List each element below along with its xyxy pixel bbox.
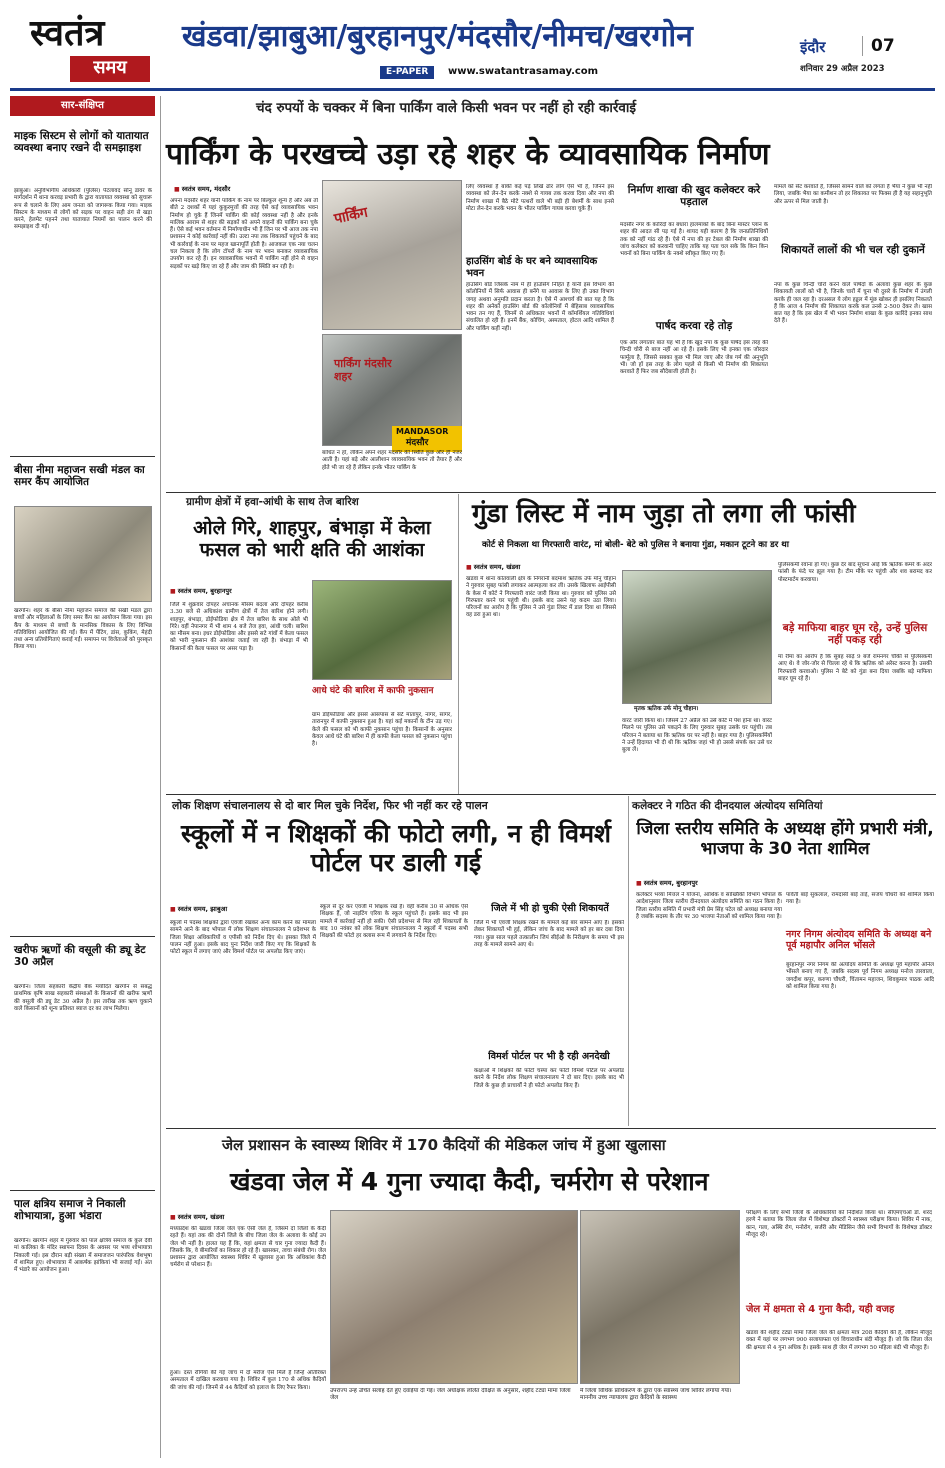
sidebar-divider-3 <box>10 1190 155 1191</box>
sidebar <box>10 96 155 1458</box>
collector-headline: जिला स्तरीय समिति के अध्यक्ष होंगे प्रभारी मंत्री, भाजपा के 30 नेता शामिल <box>636 819 934 859</box>
jail-photo-camp <box>330 1210 578 1384</box>
school-byline: ■ स्वतंत्र समय, झाबुआ <box>170 904 227 913</box>
parking-photo-1-label: पार्किंग <box>332 204 370 228</box>
parking-col5b: नपा के कुछ चिन्दी चोरों करने वाले पार्षदों के अलावा कुछ शहर के कुछ शिकायती लालों को भी है, जिनके चारों में चूना भी दुसरे के निर्माण में उंगली करके ही जल रहा है। दरअसल ये लोग हड्डल में मूंछ खोकर ही इसलिए निकलते हैं कि आज 4 निर्माण की शिकायत करके कल उनसे 2-500 देकर ले। खास बात यह है कि इस खेल में भी भवन निर्माण शाखा के कुछ कारिंदे इनका साथ देते हैं। <box>774 282 932 325</box>
ole-col1: जिले में शुक्रवार दोपहर अचानक मौसम बदला और दोपहर करीब 3.30 बजे से अधिकांश ग्रामीण क्षेत्रों में तेज बारिश होने लगी। शाहपुर, बंभाड़ा, डोईफोडिया क्षेत्र में तेज बारिश के साथ ओले भी गिरे। वहीं नेपानगर में भी शाम 4 बजे तेज हवा, आंधी चली। बारिश का मौसम बना। इधर डोईफोडिया और इससे सटे गांवों में केला फसल को भारी नुकसान की आशंका जताई जा रही है। बंभाड़ा में भी किसानों की केला फसल पर असर पड़ा है। <box>170 602 308 652</box>
collector-col2: पार्वती बाई सुकलाल, रामदासी बाई ताई, संजय चौधरी को शामिल किया गया है। <box>786 892 934 906</box>
jail-caption-1: उपराज्य उन्हें उचित सलाह देते हुए दवाईयां दी गई। जेल अधीक्षक ललित दीक्षित के अनुसार, शहीद टंट्या मामा जिला जेल <box>330 1388 571 1402</box>
school-col1: स्कूलों में पदस्थ शिक्षकों द्वारा एवजी रखकर अन्य काम करने का मामला सामने आने के बाद भोपाल में लोक शिक्षण संचालनालय ने प्रदेशभर के जिला शिक्षा अधिकारियों व एपीसी को निर्देश दिए थे। इसका जिले में पालन नहीं हुआ। इसके बाद पुनः निर्देश जारी किए गए कि शिक्षकों के फोटो स्कूल में लगाए जाएं और विमर्श पोर्टल पर अपलोड किए जाएं। <box>170 920 316 956</box>
school-headline: स्कूलों में न शिक्षकों की फोटो लगी, न ही विमर्श पोर्टल पर डाली गई <box>180 819 612 877</box>
epaper-label: E-PAPER <box>380 66 434 79</box>
sidebar-headline-1: माइक सिस्टम से लोगों को यातायात व्यवस्था बनाए रखने दी समझाइश <box>14 130 149 155</box>
jail-photo-doctor <box>580 1210 740 1384</box>
jail-headline: खंडवा जेल में 4 गुना ज्यादा कैदी, चर्मरोग से परेशान <box>230 1167 709 1196</box>
sidebar-photo-camp <box>14 506 152 602</box>
jail-sub-capacity: जेल में क्षमता से 4 गुना कैदी, यही वजह <box>746 1304 895 1315</box>
masthead <box>0 0 945 94</box>
page-number: 07 <box>862 36 895 56</box>
jail-col1: मध्यप्रदेश की खंडवा जिला जेल एक ऐसी जेल है, जिसमें दो जिलों के कैदी रहते हैं। यहां तक की दोनों जिले के बीच जिला जेल के अलावा के कोई उप जेल भी नहीं है। हालत यह हैं कि, यहां क्षमता से चार गुना ज्यादा कैदी हैं। जिसके कि, वे बीमारियों का शिकार हो रहे हैं। खासकर, त्वचा संबंधी रोग। जेल प्रशासन द्वारा आयोजित स्वास्थ्य शिविर में खुलासा हुआ कि अधिकांश कैदी चर्मरोग से परेशान हैं। <box>170 1226 326 1269</box>
date: शनिवार 29 अप्रैल 2023 <box>800 64 885 74</box>
gunda-col3: पुलिसकर्मी रवाना हो गए। कुछ देर बाद सूचना आई कि ऋतिक कमरे के अंदर फांसी के फंदे पर झूल गया है। टीम मौके पर पहुंची और शव बरामद कर पोस्टमार्टम करवाया। <box>778 562 932 583</box>
jail-col3b: खंडवा की शहीद टंट्या मामा जिला जेल की क्षमता मात्र 208 कैदियों की है, लेकिन मौजूद वक्त में यहां पर लगभग 900 सजायाफ्ता एवं विचाराधीन बंदी मौजूद हैं। जो कि जिला जेल की क्षमता से 4 गुना अधिक है। इसके साथ ही जेल में लगभग 50 महिला बंदी भी मौजूद हैं। <box>746 1330 932 1351</box>
parking-byline: ■ स्वतंत्र समय, मंदसौर <box>174 184 230 193</box>
gunda-caption: मृतक ऋतिक उर्फ मोनू चौहान। <box>634 706 699 712</box>
ole-story <box>166 494 456 794</box>
jail-kicker: जेल प्रशासन के स्वास्थ्य शिविर में 170 कैदियों की मेडिकल जांच में हुआ खुलासा <box>222 1136 666 1154</box>
rule-parking <box>166 492 936 493</box>
sidebar-headline-3: खरीफ ऋणों की वसूली की ड्यू डेट 30 अप्रैल <box>14 944 146 969</box>
ole-headline: ओले गिरे, शाहपुर, बंभाड़ा में केला फसल को भारी क्षति की आशंका <box>193 517 431 561</box>
parking-sub-collector: निर्माण शाखा की खुद कलेक्टर करे पड़ताल <box>627 184 761 209</box>
sidebar-headline-4: पाल क्षत्रिय समाज ने निकाली शोभायात्रा, हुआ भंडारा <box>14 1198 126 1223</box>
collector-story <box>632 796 936 1126</box>
parking-photo-1 <box>322 180 462 330</box>
jail-byline: ■ स्वतंत्र समय, खंडवा <box>170 1212 224 1221</box>
parking-sub-complaints: शिकायतें लालों की भी चल रही दुकानें <box>781 244 925 256</box>
rule-ole <box>458 494 459 794</box>
logo-top: स्वतंत्र <box>30 13 105 54</box>
gunda-headline: गुंडा लिस्ट में नाम जुड़ा तो लगा ली फांसी <box>472 499 856 529</box>
school-story <box>166 796 626 1126</box>
parking-kicker: चंद रुपयों के चक्कर में बिना पार्किंग वाले किसी भवन पर नहीं हो रही कार्रवाई <box>256 100 637 116</box>
parking-headline: पार्किंग के परखच्चे उड़ा रहे शहर के व्यावसायिक निर्माण <box>166 137 770 172</box>
sidebar-divider-2 <box>10 936 155 937</box>
jail-col2: हुआ। दस्त रोगियों की गई जांच में दो मरीज ऐसे मिले हैं जिन्हें अतिरिक्त अस्पताल में दाखिल करवाया गया है। शिविर में कुल 170 से अधिक कैदियों की जांच की गई। जिनमें से 44 कैदियों को इलाज के लिए रैफर किया। <box>170 1370 326 1391</box>
city: इंदौर <box>800 38 826 56</box>
gunda-subheadline: कोर्ट से निकला था गिरफ्तारी वारंट, मां बोली- बेटे को पुलिस ने बनाया गुंडा, मकान टूटने का डर था <box>482 540 789 550</box>
gunda-byline: ■ स्वतंत्र समय, खंडवा <box>466 562 520 571</box>
school-col3: जिले में भी एवजी शिक्षक रखने के मामले कई बार सामने आए हैं। इसको लेकर शिकायतें भी हुई, लेकिन जांच के बाद मामले को हर बार दबा दिया गया। कुछ साल पहले तत्कालीन जिपं सीईओ के निरीक्षण के समय भी इस तरह के मामले सामने आए थे। <box>474 920 624 948</box>
parking-col3b: हाउसिंग बोर्ड जिसके नाम में ही हाउसिंग निहित है यानी इस विभाग की कॉलोनियों में सिर्फ आवास ही बनेंगे या आवास के लिए ही उक्त विभाग जगह अथवा अनुमति प्रदान करता है। ऐसे में आश्चर्य की बात यह है कि शहर की अनेकों हाउसिंग बोर्ड की कॉलोनियों में बेहिसाब व्यावसायिक भवन तन गए हैं, जिनमें से अधिकतर भवनों में कॉमर्शियल गतिविधियां संचालित हो रही हैं। इनमें बैंक, कोचिंग, अस्पताल, होटल आदि शामिल हैं और पार्किंग कहीं नहीं। <box>466 282 614 332</box>
website[interactable]: www.swatantrasamay.com <box>448 66 599 77</box>
school-col3b: कक्षाओं में शिक्षकों की फोटो चस्पा कर फोटो विमर्श पोर्टल पर अपलोड करने के निर्देश लोक शिक्षण संचालनालय ने दो बार दिए। इसके बाद भी जिले के कुछ ही प्राचार्यों ने ही फोटो अपलोड किए हैं। <box>474 1068 624 1089</box>
gunda-sub-mafia: बड़े माफिया बाहर घूम रहे, उन्हें पुलिस नहीं पकड़ रही <box>782 622 928 647</box>
gunda-col3b: मां रीमा का आरोप है कि सुबह साढ़े 9 बजे रामनगर चौकी से पुलिसकर्मी आए थे। वे जोर-जोर से चिल्ला रहे थे कि ऋतिक को अरेस्ट करना है। उसकी गिरफ्तारी करवाओ। पुलिस ने बेटे को गुंडा बना दिया जबकि बड़े माफिया बाहर घूम रहे हैं। <box>778 654 932 682</box>
jail-caption-2: में जिला विधिक प्राधिकरण के द्वारा एक स्वास्थ्य जांच शिविर लगाया गया। माननीय उच्च न्यायालय द्वारा कैदियों के स्वास्थ्य <box>580 1388 732 1402</box>
school-col2: स्कूल से दूर कर एवजी में शिक्षक रखे हैं। वहीं करीब 30 से अधिक ऐसे शिक्षक हैं, जो नाइटिंग एरिया के स्कूल पहुंचते हैं। इसके बाद भी इस मामले में कार्रवाई नहीं हो सकी। ऐसी प्रदेशभर से मिल रही शिकायतों के बाद 10 नवंबर को लोक शिक्षण संचालनालय ने स्कूलों में पदस्थ सभी शिक्षकों की फोटो हर क्लास रूम में लगवाने के निर्देश दिए। <box>320 904 468 940</box>
gunda-story <box>462 494 936 794</box>
collector-kicker: कलेक्टर ने गठित की दीनदयाल अंत्योदय समितियां <box>632 800 823 812</box>
ole-photo-banana <box>312 580 452 680</box>
districts-title: खंडवा/झाबुआ/बुरहानपुर/मंदसौर/नीमच/खरगोन <box>182 19 693 54</box>
school-sub-portal: विमर्श पोर्टल पर भी है रही अनदेखी <box>488 1051 610 1062</box>
sidebar-text-4: खरगोन। खरगोन शहर में गुरुवार को पाल क्षत्रिय समाज के कुल देवी मां कालिका के मंदिर स्थापना दिवस के अवसर पर भव्य शोभायात्रा निकाली गई। इस दौरान बड़ी संख्या में समाजजन पारंपरिक वेशभूषा में शामिल हुए। शोभायात्रा में आकर्षक झांकियां भी सजाई गईं। अंत में भंडारे का आयोजन हुआ। <box>14 1238 152 1274</box>
mandasor-hi: मंदसौर <box>406 438 429 448</box>
rule-mid <box>166 794 936 795</box>
gunda-photo-victim <box>622 570 772 704</box>
parking-photo-2-label: पार्किंग मंदसौर शहर <box>334 357 392 383</box>
rule-jail <box>166 1128 936 1129</box>
gunda-col2: वारंट जारी किया था। जिसमें 27 अप्रैल को उसे कोर्ट में पेश होना था। वारंट मिलने पर पुलिस उसे पकड़ने के लिए गुरुवार सुबह उसके घर पहुंची। तब परिजन ने बताया था कि ऋतिक घर पर नहीं है। बाहर गया है। पुलिसकर्मियों ने उन्हें हिदायत भी दी थी कि ऋतिक जहां भी हो उससे संपर्क कर उसे घर बुला लें। <box>622 718 772 754</box>
masthead-rule <box>10 88 935 91</box>
logo-bottom: समय <box>93 57 127 78</box>
parking-sub-councillor: पार्षद करवा रहे तोड़ <box>655 320 733 332</box>
rule-school <box>628 796 629 1126</box>
collector-col2b: बुरहानपुर नगर निगम की अंत्योदय समिति के अध्यक्ष पूर्व महापौर अनिल भोंसले बनाए गए हैं, जबकि सदस्य पूर्व निगम अध्यक्ष मनोज तारवाला, जगदीश कपूर, करुणा चौधरी, चिंतामन महाजन, शिवकुमार पाठक आदि को शामिल किया गया है। <box>786 962 934 990</box>
school-sub-complaints: जिले में भी हो चुकी ऐसी शिकायतें <box>491 903 609 914</box>
sidebar-rule <box>160 96 161 1458</box>
parking-col3: लिए व्यवस्था है बाकी कई पड़े लिखे ढोर लोग ऐसे भी हैं, जिनने इस व्यवस्था को लेन-देन करके नक्शे से गायब तक करवा दिया और नपा की निर्माण शाखा में बैठे मोटे पत्थरों वाले भी बड़ी ही बेशर्मी के साथ इनसे मोटा लेन-देन करके भवन के भीतर पार्किंग गायब करवा चुके हैं। <box>466 184 614 212</box>
sidebar-headline-2: बीसा नीमा महाजन सखी मंडल का समर कैंप आयोजित <box>14 464 145 489</box>
collector-sub-nagar-nigam: नगर निगम अंत्योदय समिति के अध्यक्ष बने पूर्व महापौर अनिल भोंसले <box>786 929 932 951</box>
parking-sub-housing: हाउसिंग बोर्ड के घर बने व्यावसायिक भवन <box>466 256 598 279</box>
parking-story <box>166 96 936 492</box>
mandasor-en: MANDASOR <box>396 427 449 436</box>
ole-col2: ग्राम डोईफोडिया और इससे आसपास से सटे मातापुर, नागर, सागर, तारानपुर में काफी नुकसान हुआ है। यहां कई मकानों के टीन उड़ गए। केले की फसल को भी काफी नुकसान पहुंचा है। किसानों के अनुसार केवल आधे घंटे की बारिश में ही काफी केला फसल को नुकसान पहुंचा है। <box>312 712 452 748</box>
sidebar-text-3: खरगोन। जिला सहकारी केंद्रीय बैंक मर्यादित खरगोन से संबद्ध प्राथमिक कृषि साख सहकारी संस्थाओं के किसानों की खरीफ ऋणों की वसूली की ड्यू डेट 30 अप्रैल है। इस तारीख तक ऋण चुकाने वाले किसानों को शून्य प्रतिशत ब्याज दर का लाभ मिलेगा। <box>14 984 152 1012</box>
gunda-col1: खंडवा में थाना कोतवाली क्षेत्र के निगरानी बदमाश ऋतिक उर्फ मोनू चौहान ने गुरुवार सुबह फांसी लगाकर आत्महत्या कर ली। उसके खिलाफ आईपीसी के केस में कोर्ट ने गिरफ्तारी वारंट जारी किया था। गुरुवार को पुलिस उसे गिरफ्तार करने घर पहुंची थी। इसके बाद उसने यह कदम उठा लिया। परिजनों का आरोप है कि पुलिस ने उसे गुंडा लिस्ट में डाल दिया था जिससे वह डरा हुआ था। <box>466 576 616 619</box>
ole-byline: ■ स्वतंत्र समय, बुरहानपुर <box>170 586 232 595</box>
parking-col2-bottom: बाधित न हो, लेकिन अपने शहर मंदसौर की स्थिति कुछ और ही नजर आती है। यहां बड़े और आलीशान व्यावसायिक भवन तो तैयार हैं और होते भी जा रहे हैं लेकिन इनके भीतर पार्किंग के <box>322 450 462 471</box>
sidebar-title: सार-संक्षिप्त <box>10 96 155 116</box>
parking-col4b: एक और लगातार बात यह भी है कि खुद नपा के कुछ पार्षद इस तरह की चिन्दी चोरी से बाज नहीं आ रहे हैं। इसके लिए भी इनका एक जोरदार फार्मूला है, जिससे सबका कुछ भी मिल जाए और जेब गर्म की अनुभूति भी। जो हॉ इस तरह के लोग पहले से किसी भी निर्माण की शिकायत करवाते हैं फिर जब सौदेबाजी होती है। <box>620 340 768 376</box>
school-kicker: लोक शिक्षण संचालनालय से दो बार मिल चुके निर्देश, फिर भी नहीं कर रहे पालन <box>172 799 488 812</box>
jail-story <box>166 1130 936 1460</box>
parking-col5: मामले को सेट करवाते हैं, जिससे सामने वाले को लगता है भैया ने कुछ भी नहीं लिया, जबकि भैया का कमीशन तो हर शिकायत पर फिक्स ही है यह सहानुभूति और ऊपर से मिल जाती है। <box>774 184 932 205</box>
parking-col4: मंदसौर नगर के कारिंदों का बंधारा हालमाकों के बाद बिना मास्टर प्लान के शहर की आदत सी पड़ गई है। शायद यही कारण है कि जनप्रतिनिधियों तक को नहीं गांठ रहे हैं। ऐसे में नपा की हर टेबल की निर्माण शाखा की जांच कलेक्टर को करवानी चाहिए ताकि यह पता चल सके कि किन किन भवनों को बिना पार्किंग के नक्शे स्वीकृत किए गए हैं। <box>620 222 768 258</box>
ole-kicker: ग्रामीण क्षेत्रों में हवा-आंधी के साथ तेज बारिश <box>186 496 359 508</box>
sidebar-divider-1 <box>10 456 155 457</box>
collector-col1: कलेक्टर भव्या मित्तल ने योजना, आर्थिक व सांख्यिकी विभाग भोपाल के आदेशानुसार जिला स्तरीय दीनदयाल अंत्योदय समिति का गठन किया है। जिला स्तरीय समिति में प्रभारी मंत्री प्रेम सिंह पटेल को अध्यक्ष बनाया गया है जबकि सदस्य के तौर पर 30 भाजपा नेताओं को शामिल किया गया है। <box>636 892 782 920</box>
sidebar-text-2: खरगोन। शहर के बीसा नीमा महाजन समाज की सखी मंडल द्वारा बच्चों और महिलाओं के लिए समर कैंप का आयोजन किया गया। इस कैंप के माध्यम से बच्चों के मानसिक विकास के लिए विभिन्न गतिविधियां आयोजित की गईं। कैंप में पेंटिंग, डांस, कुकिंग, मेहंदी तथा अन्य प्रतियोगिताएं कराई गईं। समापन पर विजेताओं को पुरस्कृत किया गया। <box>14 608 152 651</box>
ole-caption: आधे घंटे की बारिश में काफी नुकसान <box>312 686 434 696</box>
collector-byline: ■ स्वतंत्र समय, बुरहानपुर <box>636 878 698 887</box>
parking-col1: अपना मंदसौर शहर यानी पार्किंग के नाम पर बिल्कुल शून्य है और अब तो बीते 2 दशकों में यहां कुकुरमुत्तों की तरह ऐसे कई व्यावसायिक भवन निर्माण हो चुके हैं जिनमें पार्किंग की कोई व्यवस्था नहीं है और इनके मालिक आराम से शहर की सड़कों को अपने वाहनों की पार्किंग बना चुके हैं। ऐसे कई भवन वर्तमान में निर्माणाधीन भी हैं जिन पर भी आज तक नपा प्रशासन ने कोई कार्रवाई नहीं की। उल्टा नपा तक शिकायतें पहुंचने के बाद भी कार्रवाई के नाम पर महज खानापूर्ति होती है। आजकल एक नया चलन चल निकला है कि लोग टॉपरों के नाम पर भवन बनाकर व्यावसायिक उपयोग कर रहे हैं। इन व्यावसायिक भवनों में पार्किंग नहीं होने से वाहन सड़कों पर खड़े किए जा रहे हैं और जाम की स्थिति बन रही है। <box>170 198 318 270</box>
sidebar-text-1: झाबुआ। अनुविभागीय अधिकारी (पुलिस) पेटलावद सोनू डावर के मार्गदर्शन में थाना करवड़ प्रभारी के द्वारा यातायात व्यवस्था को सुचारू रूप से चलाने के लिए आम जनता को जागरूक किया गया। माइक सिस्टम के माध्यम से लोगों को सड़क पर वाहन सही ढंग से खड़ा करने, हेलमेट पहनने तथा यातायात नियमों का पालन करने की समझाइश दी गई। <box>14 188 152 231</box>
jail-col3: परीक्षण के लिए सभी जिलों के अधिकारियों को निर्देशित किया था। सीएमएचओ डॉ. शरद हरणे ने बताया कि जिला जेल में विशेषज्ञ डॉक्टरों ने स्वास्थ्य परीक्षण किया। शिविर में नाक, कान, गला, अस्थि रोग, मनोरोग, सर्जरी और मेडिसिन जैसे सभी विभागों के विशेषज्ञ डॉक्टर मौजूद रहे। <box>746 1210 932 1238</box>
